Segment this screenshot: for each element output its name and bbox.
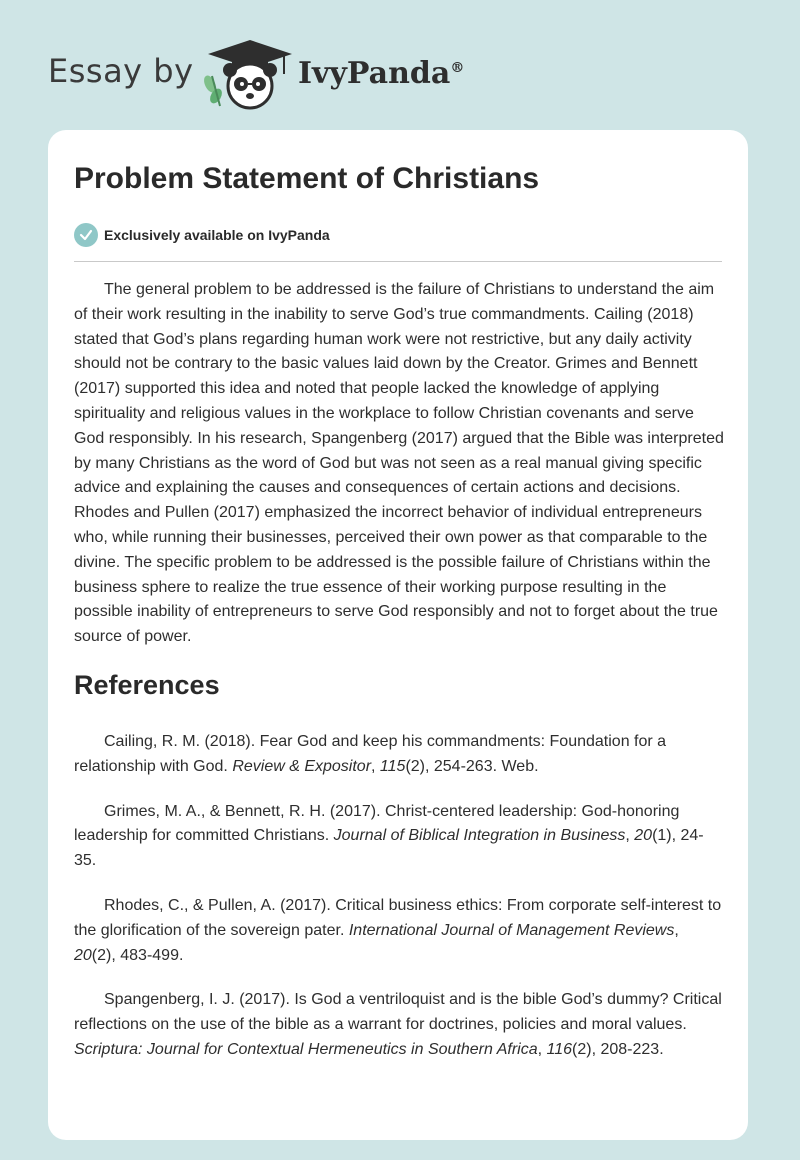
reference-item: Cailing, R. M. (2018). Fear God and keep his commandments: Foundation for a relationship with God. Review & Expositor, 115(2), 254-263. Web. (74, 733, 667, 775)
reference-item: Grimes, M. A., & Bennett, R. H. (2017). Christ-centered leadership: God-honoring leadership for committed Christians. Journal of Biblical Integration in Business, 20(1), 24-35. (74, 802, 704, 870)
divider (74, 261, 722, 262)
exclusive-badge (74, 222, 330, 248)
essay-by-label: Essay by (48, 52, 194, 90)
check-circle-icon (74, 223, 98, 247)
article-body: The general problem to be addressed is the failure of Christians to understand the aim of their work resulting in the inability to serve God’s true commandments. Cailing (2018) stated that God’s plans regarding human work were not restrictive, but any daily activity should not be contrary to the basic values laid down by the Creator. Grimes and Bennett (2017) supported this idea and noted that people lacked the knowledge of applying spirituality and religious values in the workplace to follow Christian covenants and serve God responsibly. In his research, Spangenberg (2017) argued that the Bible was interpreted by many Christians as the word of God but was not seen as a real manual giving specific advice and explaining the causes and consequences of certain actions and decisions. Rhodes and Pullen (2017) emphasized the incorrect behavior of individual entrepreneurs who, while running their businesses, perceived their own power as that comparable to the divine. The specific problem to be addressed is the possible failure of Christians within the business sphere to realize the true essence of their working purpose resulting in the possible inability of entrepreneurs to serve God responsibly and not to forget about the true source of power. (74, 281, 724, 646)
references-list (74, 730, 724, 1083)
references-heading: References (74, 670, 220, 700)
badge-label: Exclusively available on IvyPanda (104, 227, 330, 243)
reference-item: Spangenberg, I. J. (2017). Is God a ventriloquist and is the bible God’s dummy? Critical reflections on the use of the bible as a warrant for doctrines, policies and moral values. Scriptura: Journal for Contextual Hermeneutics in Southern Africa, 116(2), 208-223. (74, 991, 722, 1058)
site-header (0, 0, 800, 130)
brand-name[interactable]: IvyPanda® (298, 56, 465, 91)
page-title: Problem Statement of Christians (74, 162, 540, 195)
panda-graduate-logo-icon[interactable] (198, 36, 294, 110)
reference-item: Rhodes, C., & Pullen, A. (2017). Critical business ethics: From corporate self-interest to the glorification of the sovereign pater. International Journal of Management Reviews, 20(2), 483-499. (74, 896, 722, 964)
article-card (48, 130, 748, 1140)
